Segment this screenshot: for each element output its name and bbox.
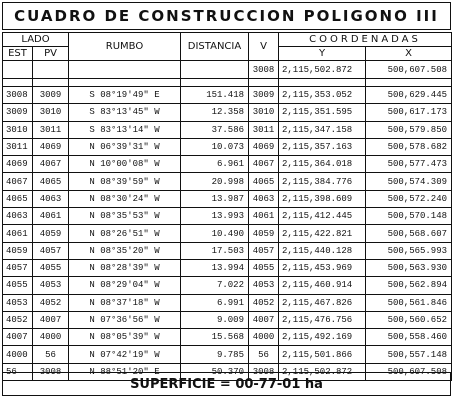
cell-distancia: 12.358: [181, 104, 249, 121]
cell-v: 4007: [249, 311, 279, 328]
cell-rumbo: N 08°05'39" W: [69, 329, 181, 346]
cell-pv: 4052: [33, 294, 69, 311]
header-lado: LADO: [3, 33, 69, 47]
cell-pv: 4057: [33, 242, 69, 259]
cell-v: 3008: [249, 363, 279, 380]
cell-x: 500,560.652: [366, 311, 452, 328]
cell-y: 2,115,492.169: [279, 329, 366, 346]
header-distancia: DISTANCIA: [181, 33, 249, 61]
cell-y: 2,115,460.914: [279, 277, 366, 294]
cell-v: 4059: [249, 225, 279, 242]
cell-distancia: 50.370: [181, 363, 249, 380]
table-row: [3, 104, 452, 121]
cell-est: 4000: [3, 346, 33, 363]
cell-rumbo: N 88°51'20" E: [69, 363, 181, 380]
cell-x: 500,570.148: [366, 208, 452, 225]
header-rumbo: RUMBO: [69, 33, 181, 61]
cell-y: 2,115,501.866: [279, 346, 366, 363]
cell-rumbo: N 08°28'39" W: [69, 259, 181, 276]
cell-est: 4053: [3, 294, 33, 311]
cell-rumbo: S 83°13'45" W: [69, 104, 181, 121]
table-row: [3, 259, 452, 276]
cell-pv: 4053: [33, 277, 69, 294]
cell-rumbo: N 08°39'59" W: [69, 173, 181, 190]
cell-x: 500,579.850: [366, 121, 452, 138]
cell-distancia: 151.418: [181, 87, 249, 104]
cell-pv: 4069: [33, 138, 69, 155]
cell-est: 4057: [3, 259, 33, 276]
cell-est: 3009: [3, 104, 33, 121]
table-row: [3, 87, 452, 104]
cell-v: 4069: [249, 138, 279, 155]
header-est: EST: [3, 47, 33, 61]
cell-pv: 56: [33, 346, 69, 363]
cell-est: 3011: [3, 138, 33, 155]
cell-y: 2,115,467.826: [279, 294, 366, 311]
cell-x: 500,577.473: [366, 156, 452, 173]
cell-distancia: 6.991: [181, 294, 249, 311]
cell-v: 56: [249, 346, 279, 363]
cell-v: 4061: [249, 208, 279, 225]
cell-distancia: 20.998: [181, 173, 249, 190]
cell-pv: 4067: [33, 156, 69, 173]
cell-pv: 4061: [33, 208, 69, 225]
table-row: [3, 346, 452, 363]
table-row: [3, 329, 452, 346]
cell-est: 4069: [3, 156, 33, 173]
cell-pv: 4059: [33, 225, 69, 242]
cell-x: 500,562.894: [366, 277, 452, 294]
spacer-row: [3, 79, 452, 87]
cell-distancia: 10.490: [181, 225, 249, 242]
cell-rumbo: N 08°35'20" W: [69, 242, 181, 259]
cell-est: 4055: [3, 277, 33, 294]
cell-pv: 4065: [33, 173, 69, 190]
cell-pv: 4055: [33, 259, 69, 276]
header-pv: PV: [33, 47, 69, 61]
cell-v: 4055: [249, 259, 279, 276]
cell-x: 500,578.682: [366, 138, 452, 155]
cell-y: 2,115,398.609: [279, 190, 366, 207]
cell-est: 4061: [3, 225, 33, 242]
cell-x: 500,557.148: [366, 346, 452, 363]
cell-pv: 3010: [33, 104, 69, 121]
cell-x: 500,568.607: [366, 225, 452, 242]
cell-est: 4007: [3, 329, 33, 346]
cell-y: 2,115,364.018: [279, 156, 366, 173]
cell-x: 500,572.240: [366, 190, 452, 207]
cell-rumbo: N 08°35'53" W: [69, 208, 181, 225]
cell-est: 3008: [3, 87, 33, 104]
cell-y: 2,115,502.872: [279, 363, 366, 380]
cell-v: 3011: [249, 121, 279, 138]
cell-est: 3010: [3, 121, 33, 138]
cell-x: 500,617.173: [366, 104, 452, 121]
cell-y: 2,115,353.052: [279, 87, 366, 104]
cell-pv: 3008: [33, 363, 69, 380]
cell-y: 2,115,412.445: [279, 208, 366, 225]
table-row: [3, 225, 452, 242]
cell-x: 500,629.445: [366, 87, 452, 104]
cell-v: 4063: [249, 190, 279, 207]
cell-y: 2,115,384.776: [279, 173, 366, 190]
cell-y: 2,115,453.969: [279, 259, 366, 276]
table-title: CUADRO DE CONSTRUCCION POLIGONO III: [2, 2, 451, 30]
cell-rumbo: N 08°29'04" W: [69, 277, 181, 294]
start-y: 2,115,502.872: [279, 61, 366, 79]
cell-v: 4057: [249, 242, 279, 259]
cell-x: 500,607.508: [366, 363, 452, 380]
cell-distancia: 13.993: [181, 208, 249, 225]
header-coordenadas: COORDENADAS: [279, 33, 452, 47]
table-row: [3, 173, 452, 190]
cell-pv: 4007: [33, 311, 69, 328]
cell-est: 4059: [3, 242, 33, 259]
cell-v: 4053: [249, 277, 279, 294]
table-row: [3, 138, 452, 155]
cell-y: 2,115,476.756: [279, 311, 366, 328]
cell-v: 4052: [249, 294, 279, 311]
cell-v: 3009: [249, 87, 279, 104]
cell-distancia: 13.994: [181, 259, 249, 276]
cell-distancia: 6.961: [181, 156, 249, 173]
cell-distancia: 17.503: [181, 242, 249, 259]
construction-table: [2, 32, 452, 381]
cell-distancia: 13.987: [181, 190, 249, 207]
cell-v: 3010: [249, 104, 279, 121]
cell-distancia: 15.568: [181, 329, 249, 346]
cell-v: 4065: [249, 173, 279, 190]
cell-est: 56: [3, 363, 33, 380]
cell-y: 2,115,347.158: [279, 121, 366, 138]
cell-rumbo: S 83°13'14" W: [69, 121, 181, 138]
superficie-total: SUPERFICIE = 00-77-01 ha: [2, 372, 451, 396]
cell-rumbo: N 08°30'24" W: [69, 190, 181, 207]
cell-rumbo: N 06°39'31" W: [69, 138, 181, 155]
cell-y: 2,115,351.595: [279, 104, 366, 121]
cell-distancia: 9.785: [181, 346, 249, 363]
table-row: [3, 208, 452, 225]
table-row: [3, 294, 452, 311]
start-row: [3, 61, 452, 79]
cell-est: 4052: [3, 311, 33, 328]
cell-x: 500,563.930: [366, 259, 452, 276]
cell-x: 500,561.846: [366, 294, 452, 311]
table-row: [3, 156, 452, 173]
cell-est: 4063: [3, 208, 33, 225]
cell-rumbo: N 07°36'56" W: [69, 311, 181, 328]
cell-pv: 4000: [33, 329, 69, 346]
cell-rumbo: N 07°42'19" W: [69, 346, 181, 363]
cell-rumbo: N 08°37'18" W: [69, 294, 181, 311]
header-x: X: [366, 47, 452, 61]
cell-distancia: 7.022: [181, 277, 249, 294]
cell-y: 2,115,357.163: [279, 138, 366, 155]
table-row: [3, 190, 452, 207]
cell-v: 4000: [249, 329, 279, 346]
cell-pv: 3011: [33, 121, 69, 138]
cell-x: 500,565.993: [366, 242, 452, 259]
cell-distancia: 37.586: [181, 121, 249, 138]
table-row: [3, 277, 452, 294]
table-row: [3, 311, 452, 328]
cell-x: 500,574.309: [366, 173, 452, 190]
table-row: [3, 121, 452, 138]
cell-pv: 3009: [33, 87, 69, 104]
cell-rumbo: S 08°19'49" E: [69, 87, 181, 104]
cell-rumbo: N 08°26'51" W: [69, 225, 181, 242]
header-v: V: [249, 33, 279, 61]
start-v: 3008: [249, 61, 279, 79]
cell-est: 4067: [3, 173, 33, 190]
cell-y: 2,115,440.128: [279, 242, 366, 259]
cell-x: 500,558.460: [366, 329, 452, 346]
cell-rumbo: N 10°00'08" W: [69, 156, 181, 173]
header-y: Y: [279, 47, 366, 61]
cell-v: 4067: [249, 156, 279, 173]
cell-distancia: 9.009: [181, 311, 249, 328]
cell-pv: 4063: [33, 190, 69, 207]
cell-y: 2,115,422.821: [279, 225, 366, 242]
start-x: 500,607.508: [366, 61, 452, 79]
cell-distancia: 10.073: [181, 138, 249, 155]
cell-est: 4065: [3, 190, 33, 207]
table-row: [3, 242, 452, 259]
